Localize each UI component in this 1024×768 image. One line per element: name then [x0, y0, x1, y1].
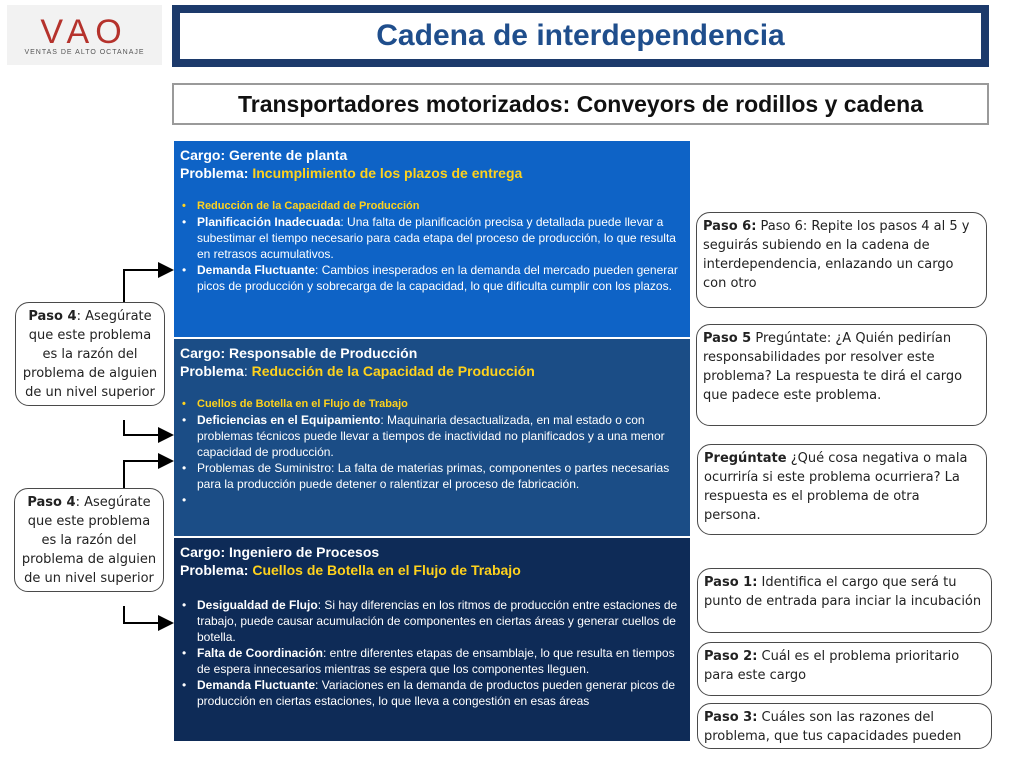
callout-paso-6: Paso 6: Paso 6: Repite los pasos 4 al 5 y seguirás subiendo en la cadena de interdependencia, enlazando un cargo con otro — [696, 212, 987, 308]
list-item: • Deficiencias en el Equipamiento: Maquinaria desactualizada, en mal estado o con problemas técnicos puede llevar a tiempos de inactividad no planificados y a una menor capacidad de producción. — [180, 412, 684, 460]
cargo-heading: Cargo: Responsable de Producción — [180, 345, 418, 361]
page-title: Cadena de interdependencia — [180, 13, 981, 59]
page-subtitle: Transportadores motorizados: Conveyors de rodillos y cadena — [172, 83, 989, 125]
problema-heading: Problema: Incumplimiento de los plazos de entrega — [180, 165, 523, 181]
arrow-down-2 — [124, 606, 172, 623]
logo-brand: VAO — [40, 13, 128, 51]
callout-pregunta: Pregúntate ¿Qué cosa negativa o mala ocurriría si este problema ocurriera? La respuesta es el problema de otra persona. — [697, 444, 987, 535]
list-item: • Reducción de la Capacidad de Producción — [180, 198, 684, 214]
list-item: • Demanda Fluctuante: Variaciones en la demanda de productos pueden generar picos de producción en ciertas estaciones, lo que lleva a congestión en esas áreas — [180, 677, 684, 709]
problema-heading: Problema: Cuellos de Botella en el Flujo de Trabajo — [180, 562, 521, 578]
cargo-heading: Cargo: Ingeniero de Procesos — [180, 544, 380, 560]
arrow-up-2 — [124, 461, 172, 490]
arrow-down-1 — [124, 420, 172, 435]
list-item: • Falta de Coordinación: entre diferentes etapas de ensamblaje, lo que resulta en tiempos de espera innecesarios mientras se espera que los componentes lleguen. — [180, 645, 684, 677]
list-item: • Demanda Fluctuante: Cambios inesperados en la demanda del mercado pueden generar picos de producción y sobrecarga de la capacidad, lo que dificulta cumplir con los plazos. — [180, 262, 684, 294]
list-item: • Problemas de Suministro: La falta de materias primas, componentes o partes necesarias para la producción puede detener o ralentizar el proceso de fabricación. — [180, 460, 684, 492]
callout-paso-1: Paso 1: Identifica el cargo que será tu punto de entrada para inciar la incubación — [697, 568, 992, 633]
callout-paso-4-lower: Paso 4: Asegúrate que este problema es la razón del problema de alguien de un nivel superior — [14, 488, 164, 592]
callout-paso-5: Paso 5 Pregúntate: ¿A Quién pedirían responsabilidades por resolver este problema? La respuesta te dirá el cargo que padece este problema. — [696, 324, 987, 426]
list-item: • Planificación Inadecuada: Una falta de planificación precisa y detallada puede llevar a subestimar el tiempo necesario para cada etapa del proceso de producción, lo que resulta en retrasos acumulativos. — [180, 214, 684, 262]
logo-tagline: VENTAS DE ALTO OCTANAJE — [24, 49, 145, 56]
arrow-up-1 — [124, 270, 172, 304]
callout-paso-3: Paso 3: Cuáles son las razones del problema, que tus capacidades pueden — [697, 703, 992, 749]
list-item: • Desigualdad de Flujo: Si hay diferencias en los ritmos de producción entre estaciones de trabajo, puede causar acumulación de componentes en ciertas áreas y generar cuellos de botella. — [180, 597, 684, 645]
list-item: • Cuellos de Botella en el Flujo de Trabajo — [180, 396, 684, 412]
callout-paso-4-upper: Paso 4: Asegúrate que este problema es la razón del problema de alguien de un nivel superior — [15, 302, 165, 406]
cargo-heading: Cargo: Gerente de planta — [180, 147, 348, 163]
problema-heading: Problema: Reducción de la Capacidad de Producción — [180, 363, 535, 379]
callout-paso-2: Paso 2: Cuál es el problema prioritario para este cargo — [697, 642, 992, 696]
